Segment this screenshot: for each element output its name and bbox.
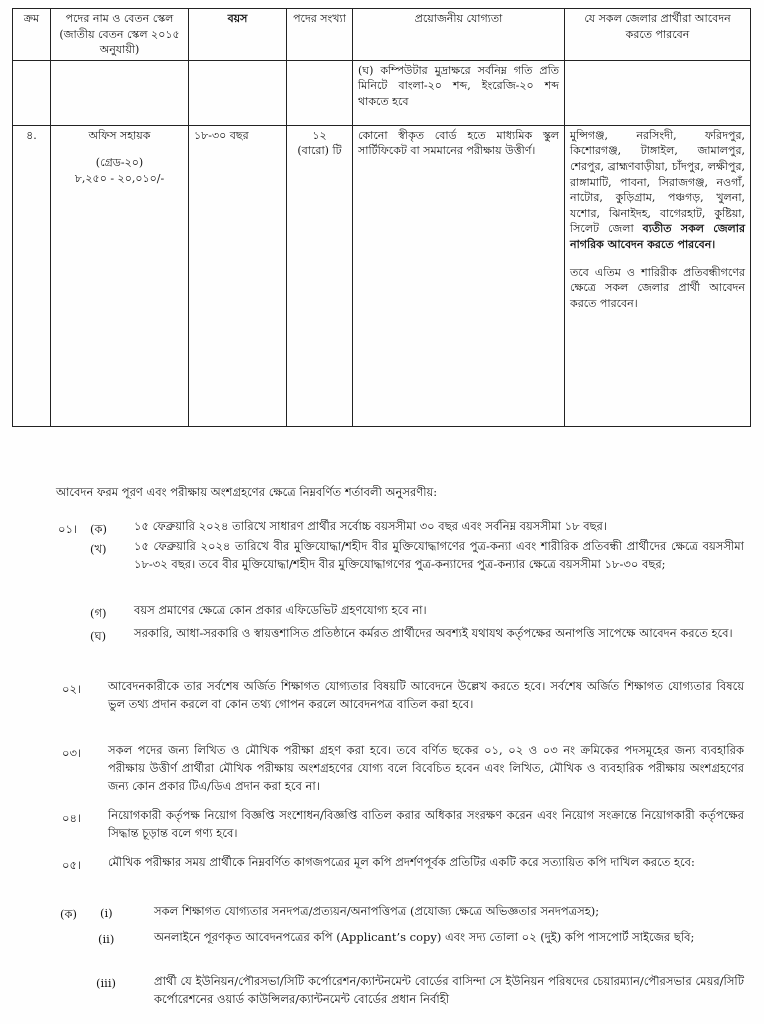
post-scale: ৮,২৫০ - ২০,০১০/- <box>74 172 165 186</box>
sub-label: (ক) <box>90 522 108 536</box>
condition-number: ০৫। <box>62 858 82 872</box>
post-cell <box>51 125 189 426</box>
condition-4-text: নিয়োগকারী কর্তৃপক্ষ নিয়োগ বিজ্ঞপ্তি সংশোধন/বিজ্ঞপ্তি বাতিল করার অধিকার সংরক্ষণ করেন এবং নিয়োগ সংক্রান্তে নিয়োগকারী কর্তৃপক্ষের সিদ্ধান্ত চূড়ান্ত বলে গণ্য হবে। <box>108 808 744 840</box>
sub-label: (ক) <box>60 907 78 921</box>
districts-cell <box>565 125 751 426</box>
districts-eligibility: ব্যতীত সকল জেলার নাগরিক আবেদন করতে পারবেন। <box>570 222 745 252</box>
header-districts: যে সকল জেলার প্রার্থীরা আবেদন করতে পারবেন <box>565 9 751 61</box>
sub-label: (iii) <box>96 976 117 990</box>
condition-1-ka: ১৫ ফেব্রুয়ারি ২০২৪ তারিখে সাধারণ প্রার্থীর সর্বোচ্চ বয়সসীমা ৩০ বছর এবং সর্বনিম্ন বয়সসীমা ১৮ বছর। <box>134 519 608 533</box>
condition-number: ০১। <box>58 522 78 536</box>
condition-3-text: সকল পদের জন্য লিখিত ও মৌখিক পরীক্ষা গ্রহণ করা হবে। তবে বর্ণিত ছকের ০১, ০২ ও ০৩ নং ক্রমিকের পদসমূহের জন্য ব্যবহারিক পরীক্ষায় উত্তীর্ণ প্রার্থীরা মৌখিক পরীক্ষায় অংশগ্রহণের যোগ্য বলে বিবেচিত হবেন এবং লিখিত, মৌখিক ও ব্যবহারিক পরীক্ষায় অংশগ্রহণের জন্য কোন প্রকার টিএ/ডিএ প্রদান করা হবে না। <box>108 743 744 793</box>
sub-label: (খ) <box>90 542 107 556</box>
condition-1-gha: সরকারি, আধা-সরকারি ও স্বায়ত্তশাসিত প্রতিষ্ঠানে কর্মরত প্রার্থীদের অবশ্যই যথাযথ কর্তৃপক্ষের অনাপত্তি সাপেক্ষে আবেদন করতে হবে। <box>134 626 733 640</box>
count-cell <box>287 125 353 426</box>
condition-5-iii: প্রার্থী যে ইউনিয়ন/পৌরসভা/সিটি কর্পোরেশন/ক্যান্টনমেন্ট বোর্ডের বাসিন্দা সে ইউনিয়ন পরিষদের চেয়ারম্যান/পৌরসভার মেয়র/সিটি কর্পোরেশনের ওয়ার্ড কাউন্সিলর/ক্যান্টনমেন্ট বোর্ডের প্রধান নির্বাহী <box>154 974 744 1006</box>
sub-label: (গ) <box>90 606 107 620</box>
table-header-row <box>13 9 751 61</box>
condition-5-i: সকল শিক্ষাগত যোগ্যতার সনদপত্র/প্রত্যয়ন/অনাপত্তিপত্র (প্রযোজ্য ক্ষেত্রে অভিজ্ঞতার সনদপত্রসহ); <box>154 904 600 918</box>
table-row <box>13 60 751 125</box>
post-count: ১২ <box>312 128 327 142</box>
header-age: বয়স <box>189 9 287 61</box>
header-qualification: প্রয়োজনীয় যোগ্যতা <box>353 9 565 61</box>
conditions-intro: আবেদন ফরম পূরণ এবং পরীক্ষায় অংশগ্রহণের ক্ষেত্রে নিম্নবর্ণিত শর্তাবলী অনুসরণীয়: <box>56 485 438 499</box>
post-name: অফিস সহায়ক <box>88 128 151 142</box>
age-cell: ১৮-৩০ বছর <box>189 125 287 426</box>
header-serial: ক্রম <box>13 9 51 61</box>
condition-2-text: আবেদনকারীকে তার সর্বশেষ অর্জিত শিক্ষাগত যোগ্যতার বিষয়টি আবেদনে উল্লেখ করতে হবে। সর্বশেষ অর্জিত শিক্ষাগত যোগ্যতার বিষয়ে ভুল তথ্য প্রদান করলে বা কোন তথ্য গোপন করলে আবেদনপত্র বাতিল করা হবে। <box>108 679 744 711</box>
sub-label: (ঘ) <box>90 629 107 643</box>
condition-5-text: মৌখিক পরীক্ষার সময় প্রার্থীকে নিম্নবর্ণিত কাগজপত্রের মূল কপি প্রদর্শণপূর্বক প্রতিটির একটি করে সত্যায়িত কপি দাখিল করতে হবে: <box>108 855 695 869</box>
recruitment-table <box>12 8 751 427</box>
districts-list: মুন্সিগঞ্জ, নরসিংদী, ফরিদপুর, কিশোরগঞ্জ, টাঙ্গাইল, জামালপুর, শেরপুর, ব্রাহ্মণবাড়ীয়া, চাঁদপুর, লক্ষীপুর, রাঙ্গামাটি, পাবনা, সিরাজগঞ্জ, নওগাঁ, নাটোর, কুড়িগ্রাম, পঞ্চগড়, খুলনা, যশোর, ঝিনাইদহ, বাগেরহাট, কুষ্টিয়া, সিলেট জেলা <box>570 128 745 236</box>
condition-1-ga: বয়স প্রমাণের ক্ষেত্রে কোন প্রকার এফিডেভিট গ্রহণযোগ্য হবে না। <box>134 603 427 617</box>
sub-label: (i) <box>100 906 113 920</box>
post-grade: (গ্রেড-২০) <box>95 156 144 170</box>
qualification-cell: কোনো স্বীকৃত বোর্ড হতে মাধ্যমিক স্কুল সার্টিফিকেট বা সমমানের পরীক্ষায় উত্তীর্ণ। <box>353 125 565 426</box>
table-row <box>13 125 751 426</box>
condition-number: ০৪। <box>62 811 82 825</box>
serial-cell: ৪. <box>13 125 51 426</box>
condition-number: ০২। <box>62 682 82 696</box>
header-post-name: পদের নাম ও বেতন স্কেল (জাতীয় বেতন স্কেল ২০১৫ অনুযায়ী) <box>51 9 189 61</box>
condition-1-kha: ১৫ ফেব্রুয়ারি ২০২৪ তারিখে বীর মুক্তিযোদ্ধা/শহীদ বীর মুক্তিযোদ্ধাগণের পুত্র-কন্যা এবং শারীরিক প্রতিবন্ধী প্রার্থীদের ক্ষেত্রে বয়সসীমা ১৮-৩২ বছর। তবে বীর মুক্তিযোদ্ধা/শহীদ বীর মুক্তিযোদ্ধাগণের পুত্র-কন্যাদের পুত্র-কন্যার ক্ষেত্রে বয়সসীমা ১৮-৩০ বছর; <box>134 539 744 571</box>
districts-note: তবে এতিম ও শারিরীক প্রতিবন্ধীগণের ক্ষেত্রে সকল জেলার প্রার্থী আবেদন করতে পারবেন। <box>570 265 745 310</box>
qualification-cell: (ঘ) কম্পিউটার মুদ্রাক্ষরে সর্বনিম্ন গতি প্রতি মিনিটে বাংলা-২০ শব্দ, ইংরেজি-২০ শব্দ থাকতে হবে <box>353 60 565 125</box>
sub-label: (ii) <box>98 932 115 946</box>
condition-5-ii: অনলাইনে পূরণকৃত আবেদনপত্রের কপি (Applicant’s copy) এবং সদ্য তোলা ০২ (দুই) কপি পাসপোর্ট সাইজের ছবি; <box>154 930 695 944</box>
condition-number: ০৩। <box>62 746 82 760</box>
post-count-words: (বারো) টি <box>297 144 342 158</box>
header-post-count: পদের সংখ্যা <box>287 9 353 61</box>
